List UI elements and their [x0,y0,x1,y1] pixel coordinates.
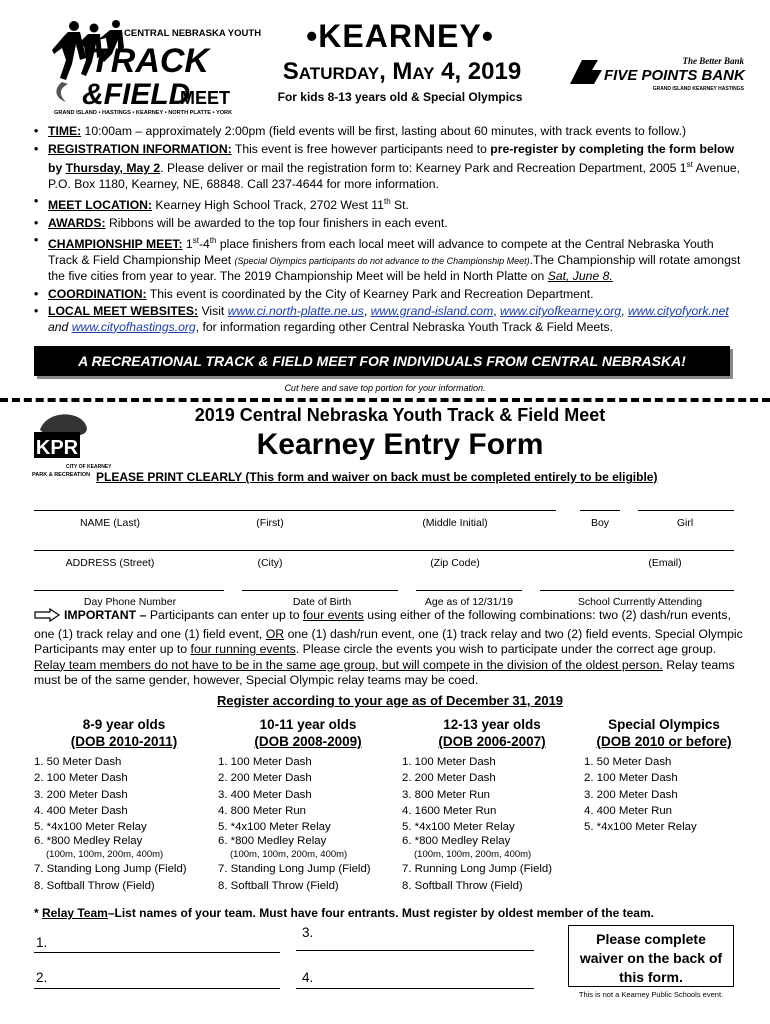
event-item[interactable]: 7. Standing Long Jump (Field) [34,863,187,876]
important-rules: IMPORTANT – Participants can enter up to four events using either of the following combinations: two (2) dash/run events, one (1) track relay and one (1) field event, OR one (1) dash/run event, one (1) track relay and two (2) field events. Special Olympic Participants may enter up to four running events. Please circle the events you wish to participate under the correct age group. Relay team members do not have to be in the same age group, but will compete in the division of the oldest person. Relay teams must be of the same gender, however, Special Olympic relay teams may be coed. [34,608,743,687]
event-item[interactable]: 6. *800 Medley Relay [34,835,143,848]
event-item[interactable]: 6. *800 Medley Relay [218,835,327,848]
label-middle: (Middle Initial) [422,517,488,529]
phone-field[interactable] [34,590,224,591]
col-dob: (DOB 2008-2009) [254,734,362,749]
kpr-dept: PARK & RECREATION [32,472,91,478]
event-item[interactable]: 5. *4x100 Meter Relay [34,821,147,834]
col-dob: (DOB 2010-2011) [70,734,178,749]
link-hastings[interactable]: www.cityofhastings.org [71,319,196,334]
link-york[interactable]: www.cityofyork.net [627,304,729,319]
event-item[interactable]: 5. *4x100 Meter Relay [218,821,331,834]
event-note: (100m, 100m, 200m, 400m) [414,849,532,861]
label-boy: Boy [590,517,610,529]
label-first: (First) [256,517,284,529]
column-8-9 [34,716,214,894]
kpr-city: CITY OF KEARNEY [66,464,112,470]
col-age: 10-11 year olds [259,717,357,732]
col-dob: (DOB 2010 or before) [596,734,732,749]
relay-member-1-field[interactable] [34,952,280,953]
not-kps-note: This is not a Kearney Public Schools event. [578,990,724,999]
kpr-letters: KPR [35,437,79,459]
info-awards: • AWARDS: Ribbons will be awarded to the top four finishers in each event. [34,216,744,232]
info-time: • TIME: 10:00am – approximately 2:00pm (field events will be first, lasting about 60 minutes, with track events to follow.) [34,124,744,140]
event-item[interactable]: 1. 100 Meter Dash [218,756,312,768]
link-grand-island[interactable]: www.grand-island.com [370,304,494,319]
info-location: • MEET LOCATION: Kearney High School Track, 2702 West 11th St. [34,194,744,214]
name-field[interactable] [34,510,556,511]
label-email: (Email) [648,557,682,569]
event-item[interactable]: 4. 800 Meter Run [218,804,307,817]
event-item[interactable]: 1. 50 Meter Dash [584,756,672,768]
event-item[interactable]: 4. 1600 Meter Run [402,804,497,817]
girl-field[interactable] [638,510,734,511]
relay-member-2-field[interactable] [34,988,280,989]
address-field[interactable] [34,550,734,551]
logo-line-1: CENTRAL NEBRASKA YOUTH [124,28,262,39]
link-north-platte[interactable]: www.ci.north-platte.ne.us [227,304,364,319]
print-clearly-note: PLEASE PRINT CLEARLY (This form and waiver on back must be completed entirely to be eligible) [96,470,658,484]
info-coordination: • COORDINATION: This event is coordinated by the City of Kearney Park and Recreation Department. [34,287,744,303]
event-info-list [34,124,744,337]
label-school: School Currently Attending [577,596,703,608]
logo-track: TRACK [90,42,209,80]
logo-meet: MEET [180,88,231,108]
event-item[interactable]: 3. 200 Meter Dash [584,788,678,801]
column-special-olympics [584,716,744,835]
label-age: Age as of 12/31/19 [424,596,514,608]
logo-cities: GRAND ISLAND • HASTINGS • KEARNEY • NORTH PLATTE • YORK [54,110,233,116]
track-meet-logo [52,18,262,116]
recreational-banner: A RECREATIONAL TRACK & FIELD MEET FOR INDIVIDUALS FROM CENTRAL NEBRASKA! [34,346,730,376]
relay-team-note: * Relay Team–List names of your team. Must have four entrants. Must register by oldest member of the team. [34,906,654,920]
event-item[interactable]: 2. 200 Meter Dash [402,772,496,785]
label-dob: Date of Birth [292,596,352,608]
arrow-right-icon [34,608,60,627]
waiver-notice: Please complete waiver on the back of this form. [568,925,734,987]
dob-field[interactable] [242,590,398,591]
event-item[interactable]: 8. Softball Throw (Field) [218,879,339,892]
col-age: Special Olympics [608,717,720,732]
event-item[interactable]: 4. 400 Meter Dash [34,804,128,817]
label-city: (City) [257,557,283,569]
event-item[interactable]: 2. 200 Meter Dash [218,772,312,785]
kpr-logo [30,408,112,480]
label-name-last: NAME (Last) [79,517,141,529]
event-item[interactable]: 5. *4x100 Meter Relay [402,821,515,834]
page-title: •KEARNEY• [306,18,494,54]
bank-mark-icon [570,60,602,84]
label-girl: Girl [676,517,694,529]
form-title: Kearney Entry Form [256,428,544,461]
boy-field[interactable] [580,510,620,511]
register-heading: Register according to your age as of December 31, 2019 [216,693,564,708]
event-item[interactable]: 8. Softball Throw (Field) [34,879,155,892]
event-note: (100m, 100m, 200m, 400m) [46,849,164,861]
info-registration: • REGISTRATION INFORMATION: This event is free however participants need to pre-register by completing the form below by Thursday, May 2. Please deliver or mail the registration form to: Kearney Park and Recreation Department, 2005 1st Avenue, P.O. Box 1180, Kearney, NE, 68848. Call 237-4644 for more information. [34,142,744,193]
event-item[interactable]: 2. 100 Meter Dash [584,772,678,785]
bank-name: FIVE POINTS BANK [604,67,745,84]
relay-num-3: 3. [302,925,314,940]
relay-num-1: 1. [36,935,48,950]
event-item[interactable]: 3. 200 Meter Dash [34,788,128,801]
age-field[interactable] [416,590,522,591]
event-item[interactable]: 4. 400 Meter Run [584,804,673,817]
label-phone: Day Phone Number [83,596,177,608]
relay-num-2: 2. [36,970,48,985]
cut-line [0,398,770,402]
bank-cities: GRAND ISLAND KEARNEY HASTINGS [652,86,744,92]
event-item[interactable]: 3. 800 Meter Run [402,788,491,801]
relay-member-4-field[interactable] [296,988,534,989]
label-zip: (Zip Code) [430,557,480,569]
col-age: 12-13 year olds [443,717,541,732]
event-note: (100m, 100m, 200m, 400m) [230,849,348,861]
event-subtitle: For kids 8-13 years old & Special Olympics [277,90,523,104]
bank-tagline: The Better Bank [682,56,744,66]
info-championship: • CHAMPIONSHIP MEET: 1st-4th place finishers from each local meet will advance to compete at the Central Nebraska Youth Track & Field Championship Meet (Special Olympics participants do not advance to the Championship Meet).The Championship will rotate amongst the five cities from year to year. The 2019 Championship Meet will be held in North Platte on Sat, June 8. [34,233,744,285]
event-item[interactable]: 5. *4x100 Meter Relay [584,821,697,834]
school-field[interactable] [540,590,734,591]
col-age: 8-9 year olds [82,717,166,732]
event-item[interactable]: 2. 100 Meter Dash [34,772,128,785]
col-dob: (DOB 2006-2007) [438,734,546,749]
event-item[interactable]: 1. 50 Meter Dash [34,756,122,768]
event-item[interactable]: 7. Running Long Jump (Field) [402,863,553,876]
event-item[interactable]: 7. Standing Long Jump (Field) [218,863,371,876]
column-12-13 [402,716,582,894]
event-item[interactable]: 8. Softball Throw (Field) [402,879,523,892]
form-subtitle: 2019 Central Nebraska Youth Track & Field Meet [194,405,606,425]
column-10-11 [218,716,398,894]
five-points-bank-logo [568,52,748,98]
relay-num-4: 4. [302,970,314,985]
cut-note: Cut here and save top portion for your information. [284,383,486,393]
label-address: ADDRESS (Street) [65,557,155,569]
link-kearney[interactable]: www.cityofkearney.org [500,304,622,319]
logo-field: &FIELD [82,78,191,111]
event-item[interactable]: 6. *800 Medley Relay [402,835,511,848]
event-item[interactable]: 1. 100 Meter Dash [402,756,496,768]
event-date: Saturday, May 4, 2019 [282,58,522,85]
event-item[interactable]: 3. 400 Meter Dash [218,788,312,801]
relay-member-3-field[interactable] [296,950,534,951]
info-websites: • LOCAL MEET WEBSITES: Visit www.ci.north-platte.ne.us, www.grand-island.com, www.cityofkearney.org, www.cityofyork.net and www.cityofhastings.org, for information regarding other Central Nebraska Youth Track & Field Meets. [34,304,744,335]
